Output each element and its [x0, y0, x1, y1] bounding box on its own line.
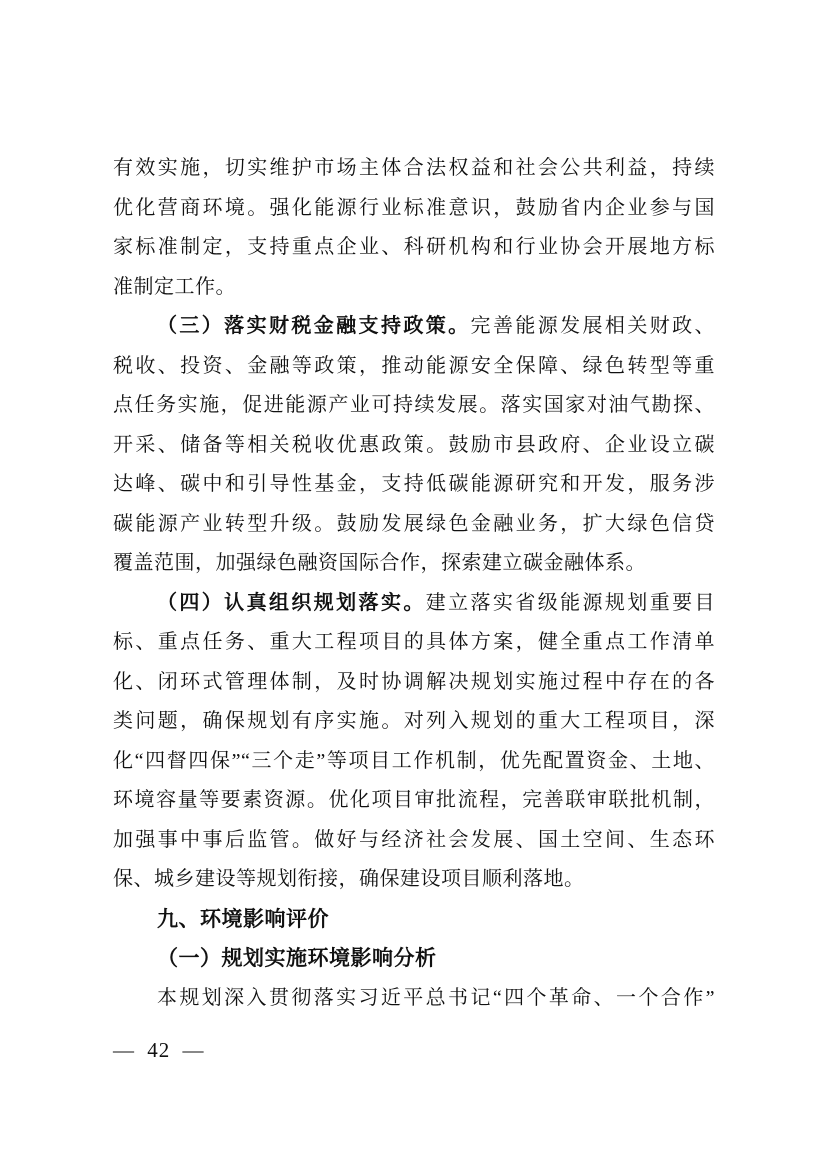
text-line: 覆盖范围，加强绿色融资国际合作，探索建立碳金融体系。 [113, 552, 646, 574]
text-line: 保、城乡建设等规划衔接，确保建设项目顺利落地。 [113, 868, 585, 890]
text-line: 优化营商环境。强化能源行业标准意识，鼓励省内企业参与国 [113, 196, 715, 219]
section-heading-nine: 九、环境影响评价 [157, 907, 329, 931]
subsection-heading-one: （一）规划实施环境影响分析 [157, 946, 437, 970]
text-line: 类问题，确保规划有序实施。对列入规划的重大工程项目，深 [113, 710, 715, 732]
text-line: 化、闭环式管理体制，及时协调解决规划实施过程中存在的各 [113, 670, 715, 693]
paragraph-four-lead-line [113, 584, 715, 624]
paragraph-four-lead: （四）认真组织规划落实。 [157, 591, 426, 614]
paragraph-four-lead-rest: 建立落实省级能源规划重要目 [425, 591, 715, 614]
text-line: 标、重点任务、重大工程项目的具体方案，健全重点工作清单 [113, 631, 715, 653]
page-number: — 42 — [113, 1038, 205, 1062]
text-line: 开采、储备等相关税收优惠政策。鼓励市县政府、企业设立碳 [113, 433, 715, 456]
text-line: 税收、投资、金融等政策，推动能源安全保障、绿色转型等重 [113, 354, 715, 377]
text-line: 本规划深入贯彻落实习近平总书记“四个革命、一个合作” [157, 986, 715, 1009]
text-line: 准制定工作。 [113, 275, 236, 298]
document-text-block [113, 149, 715, 1018]
paragraph-three-lead-rest: 完善能源发展相关财政、 [470, 315, 716, 337]
text-line: 达峰、碳中和引导性基金，支持低碳能源研究和开发，服务涉 [113, 473, 715, 495]
text-line: 家标准制定，支持重点企业、科研机构和行业协会开展地方标 [113, 236, 715, 258]
text-line: 化“四督四保”“三个走”等项目工作机制，优先配置资金、土地、 [113, 749, 715, 772]
text-line: 加强事中事后监管。做好与经济社会发展、国土空间、生态环 [113, 828, 715, 851]
text-line: 碳能源产业转型升级。鼓励发展绿色金融业务，扩大绿色信贷 [113, 512, 715, 535]
text-line: 有效实施，切实维护市场主体合法权益和社会公共利益，持续 [113, 157, 715, 179]
paragraph-three-lead: （三）落实财税金融支持政策。 [157, 315, 471, 337]
text-line: 点任务实施，促进能源产业可持续发展。落实国家对油气勘探、 [113, 394, 715, 416]
paragraph-three-lead-line [113, 307, 715, 347]
text-line: 环境容量等要素资源。优化项目审批流程，完善联审联批机制， [113, 789, 715, 811]
